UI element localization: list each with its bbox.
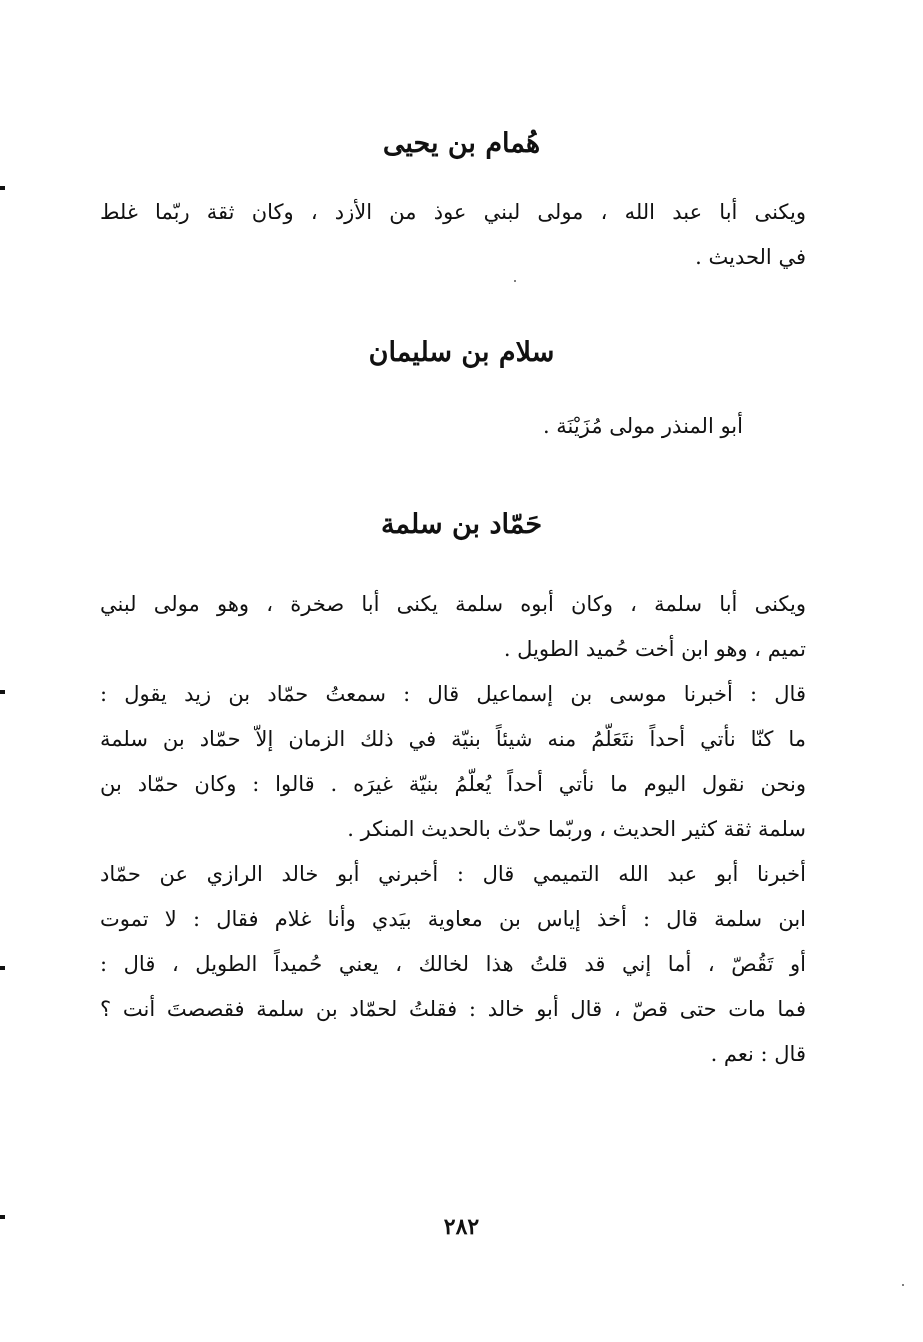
text-line: ونحن نقول اليوم ما نأتي أحداً يُعلّمُ بنيّة غيرَه . قالوا : وكان حمّاد بن: [100, 772, 806, 796]
text-line: فما مات حتى قصّ ، قال أبو خالد : فقلتُ لحمّاد بن سلمة فقصصتَ أنت ؟: [100, 997, 806, 1021]
text-line: قال : أخبرنا موسى بن إسماعيل قال : سمعتُ حمّاد بن زيد يقول :: [100, 682, 806, 706]
paragraph-sallam: [100, 404, 743, 449]
section-heading-sallam: سلام بن سليمان: [368, 337, 555, 368]
text-line: أخبرنا أبو عبد الله التميمي قال : أخبرني أبو خالد الرازي عن حمّاد: [100, 862, 806, 886]
text-line: أو تَقُصّ ، أما إني قد قلتُ هذا لخالك ، يعني حُميداً الطويل ، قال :: [100, 952, 806, 976]
paragraph-hammad-kunya: [100, 582, 806, 672]
scan-edge-mark: [0, 186, 5, 190]
scan-speck: [514, 280, 516, 282]
section-heading-hammad: حَمّاد بن سلمة: [380, 509, 543, 540]
text-line: أبو المنذر مولى مُزَيْنَة .: [542, 414, 743, 438]
text-line: ويكنى أبا سلمة ، وكان أبوه سلمة يكنى أبا صخرة ، وهو مولى لبني: [100, 592, 806, 616]
text-line: ويكنى أبا عبد الله ، مولى لبني عوذ من الأزد ، وكان ثقة ربّما غلط: [100, 200, 806, 224]
text-line: ما كنّا نأتي أحداً نتَعَلّمُ منه شيئاً بنيّة في ذلك الزمان إلاّ حمّاد بن سلمة: [100, 727, 806, 751]
scan-edge-mark: [0, 1215, 5, 1219]
paragraph-hammam: [100, 190, 806, 280]
text-line: ابن سلمة قال : أخذ إياس بن معاوية بيَدي وأنا غلام فقال : لا تموت: [100, 907, 806, 931]
text-line: تميم ، وهو ابن أخت حُميد الطويل .: [503, 637, 806, 661]
text-line: في الحديث .: [695, 245, 806, 269]
section-heading-hammam: هُمام بن يحيى: [382, 128, 541, 159]
paragraph-hammad-report-1: [100, 672, 806, 852]
text-line: قال : نعم .: [710, 1042, 806, 1066]
text-line: سلمة ثقة كثير الحديث ، وربّما حدّث بالحديث المنكر .: [347, 817, 806, 841]
scan-edge-mark: [0, 690, 5, 694]
scan-edge-mark: [0, 966, 5, 970]
paragraph-hammad-report-2: [100, 852, 806, 1077]
page-number: ٢٨٢: [443, 1214, 480, 1240]
scan-speck: [902, 1284, 904, 1286]
